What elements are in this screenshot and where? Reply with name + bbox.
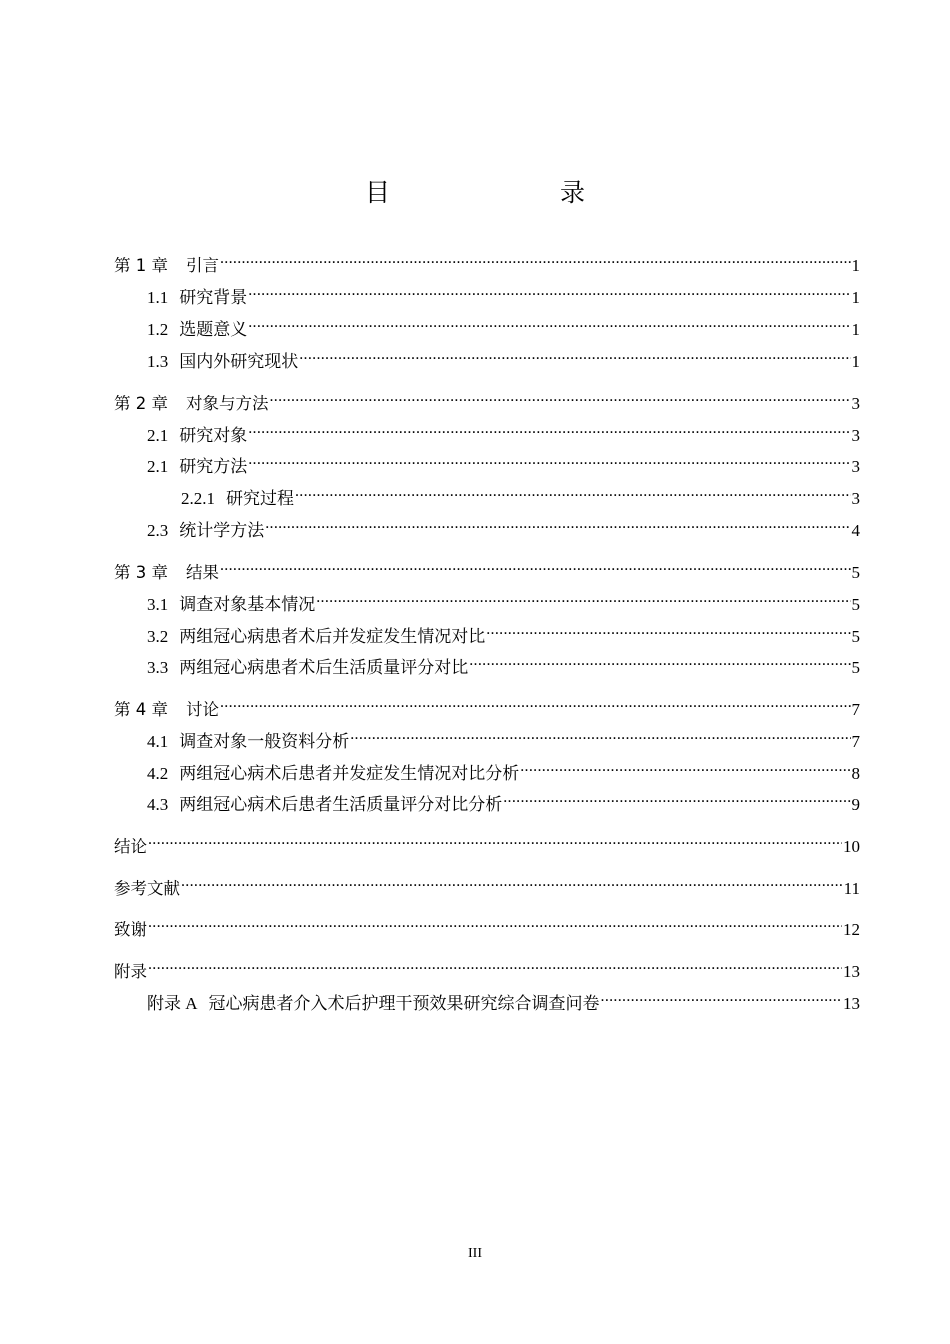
toc-entry-number: 第 2 章 [114, 394, 168, 413]
toc-entry-title: 致谢 [114, 920, 147, 939]
toc-page-number: 13 [843, 994, 860, 1013]
toc-chapter-entry[interactable] [114, 693, 860, 721]
toc-section-entry[interactable] [147, 757, 860, 785]
toc-page-number: 4 [851, 521, 860, 540]
toc-page-number: 5 [851, 627, 860, 646]
dot-leader [469, 651, 850, 673]
toc-page-number: 1 [851, 352, 860, 371]
toc-section-entry[interactable] [147, 651, 860, 679]
toc-entry-number: 4.2 [147, 764, 169, 783]
toc-section-entry[interactable] [147, 987, 860, 1015]
toc-entry-title: 两组冠心病患者术后生活质量评分对比 [179, 658, 469, 677]
toc-page-number: 3 [851, 394, 860, 413]
dot-leader [486, 620, 850, 642]
dot-leader [220, 556, 851, 578]
dot-leader [248, 419, 850, 441]
toc-page-number: 7 [851, 732, 860, 751]
toc-entry-number: 1.3 [147, 352, 169, 371]
toc-section-entry[interactable] [147, 788, 860, 816]
toc-chapter-entry[interactable] [114, 872, 860, 900]
toc-entry-title: 附录 [114, 962, 147, 981]
toc-entry-title: 结论 [114, 837, 147, 856]
toc-entry-number: 1.1 [147, 288, 169, 307]
dot-leader [601, 987, 842, 1009]
toc-page-number: 3 [851, 489, 860, 508]
toc-chapter-entry[interactable] [114, 387, 860, 415]
dot-leader [148, 955, 842, 977]
toc-entry-number: 第 1 章 [114, 256, 168, 275]
toc-page-number: 7 [851, 700, 860, 719]
toc-entry-title: 引言 [186, 256, 219, 275]
toc-entry-number: 2.1 [147, 426, 169, 445]
toc-entry-title: 调查对象基本情况 [179, 595, 316, 614]
dot-leader [350, 725, 850, 747]
toc-chapter-entry[interactable] [114, 556, 860, 584]
toc-entry-title: 对象与方法 [186, 394, 269, 413]
dot-leader [248, 313, 850, 335]
toc-entry-number: 第 3 章 [114, 563, 168, 582]
toc-page-number: 11 [843, 879, 860, 898]
toc-entry-title: 两组冠心病患者术后并发症发生情况对比 [179, 627, 486, 646]
page-title: 目 录 [364, 180, 625, 207]
toc-entry-number: 附录 A [147, 994, 198, 1013]
dot-leader [270, 387, 851, 409]
toc-entry-title: 国内外研究现状 [179, 352, 299, 371]
toc-entry-title: 冠心病患者介入术后护理干预效果研究综合调查问卷 [208, 994, 600, 1013]
toc-entry-title: 结果 [186, 563, 219, 582]
toc-section-entry[interactable] [147, 620, 860, 648]
toc-page-number: 5 [851, 658, 860, 677]
toc-page-number: 1 [851, 288, 860, 307]
toc-entry-title: 选题意义 [179, 320, 248, 339]
toc-section-entry[interactable] [147, 588, 860, 616]
toc-page-number: 8 [851, 764, 860, 783]
toc-entry-number: 1.2 [147, 320, 169, 339]
toc-section-entry[interactable] [181, 482, 860, 510]
toc-page-number: 3 [851, 426, 860, 445]
toc-entry-number: 3.3 [147, 658, 169, 677]
toc-entry-number: 3.1 [147, 595, 169, 614]
dot-leader [220, 249, 851, 271]
toc-entry-title: 研究背景 [179, 288, 248, 307]
toc-page-number: 1 [851, 320, 860, 339]
dot-leader [148, 913, 842, 935]
toc-section-entry[interactable] [147, 345, 860, 373]
toc-section-entry[interactable] [147, 419, 860, 447]
dot-leader [295, 482, 851, 504]
toc-page-number: 5 [851, 563, 860, 582]
toc-entry-title: 研究过程 [226, 489, 294, 508]
toc-chapter-entry[interactable] [114, 913, 860, 941]
toc-entry-title: 研究方法 [179, 457, 248, 476]
toc-section-entry[interactable] [147, 313, 860, 341]
dot-leader [181, 872, 843, 894]
toc-entry-title: 两组冠心病术后患者生活质量评分对比分析 [179, 795, 503, 814]
toc-chapter-entry[interactable] [114, 830, 860, 858]
dot-leader [248, 281, 850, 303]
toc-page-number: 1 [851, 256, 860, 275]
dot-leader [148, 830, 842, 852]
toc-page-number: 5 [851, 595, 860, 614]
toc-entry-title: 参考文献 [114, 879, 180, 898]
toc-page-number: 12 [843, 920, 860, 939]
toc-section-entry[interactable] [147, 450, 860, 478]
dot-leader [265, 514, 850, 536]
toc-section-entry[interactable] [147, 281, 860, 309]
toc-page-number: 3 [851, 457, 860, 476]
toc-entry-number: 4.1 [147, 732, 169, 751]
toc-entry-title: 研究对象 [179, 426, 248, 445]
toc-entry-number: 第 4 章 [114, 700, 168, 719]
toc-entry-title: 讨论 [186, 700, 219, 719]
toc-entry-title: 调查对象一般资料分析 [179, 732, 350, 751]
toc-entry-title: 两组冠心病术后患者并发症发生情况对比分析 [179, 764, 520, 783]
dot-leader [503, 788, 850, 810]
dot-leader [316, 588, 850, 610]
dot-leader [299, 345, 850, 367]
toc-entry-title: 统计学方法 [179, 521, 265, 540]
toc-page-number: 13 [843, 962, 860, 981]
toc-chapter-entry[interactable] [114, 249, 860, 277]
toc-page-number: 10 [843, 837, 860, 856]
dot-leader [248, 450, 850, 472]
toc-section-entry[interactable] [147, 725, 860, 753]
toc-page-number: 9 [851, 795, 860, 814]
toc-entry-number: 2.1 [147, 457, 169, 476]
toc-chapter-entry[interactable] [114, 955, 860, 983]
toc-entry-number: 4.3 [147, 795, 169, 814]
toc-entry-number: 2.2.1 [181, 489, 215, 508]
toc-section-entry[interactable] [147, 514, 860, 542]
dot-leader [220, 693, 851, 715]
page-number: III [468, 1246, 482, 1261]
toc-entry-number: 3.2 [147, 627, 169, 646]
dot-leader [520, 757, 850, 779]
toc-entry-number: 2.3 [147, 521, 169, 540]
